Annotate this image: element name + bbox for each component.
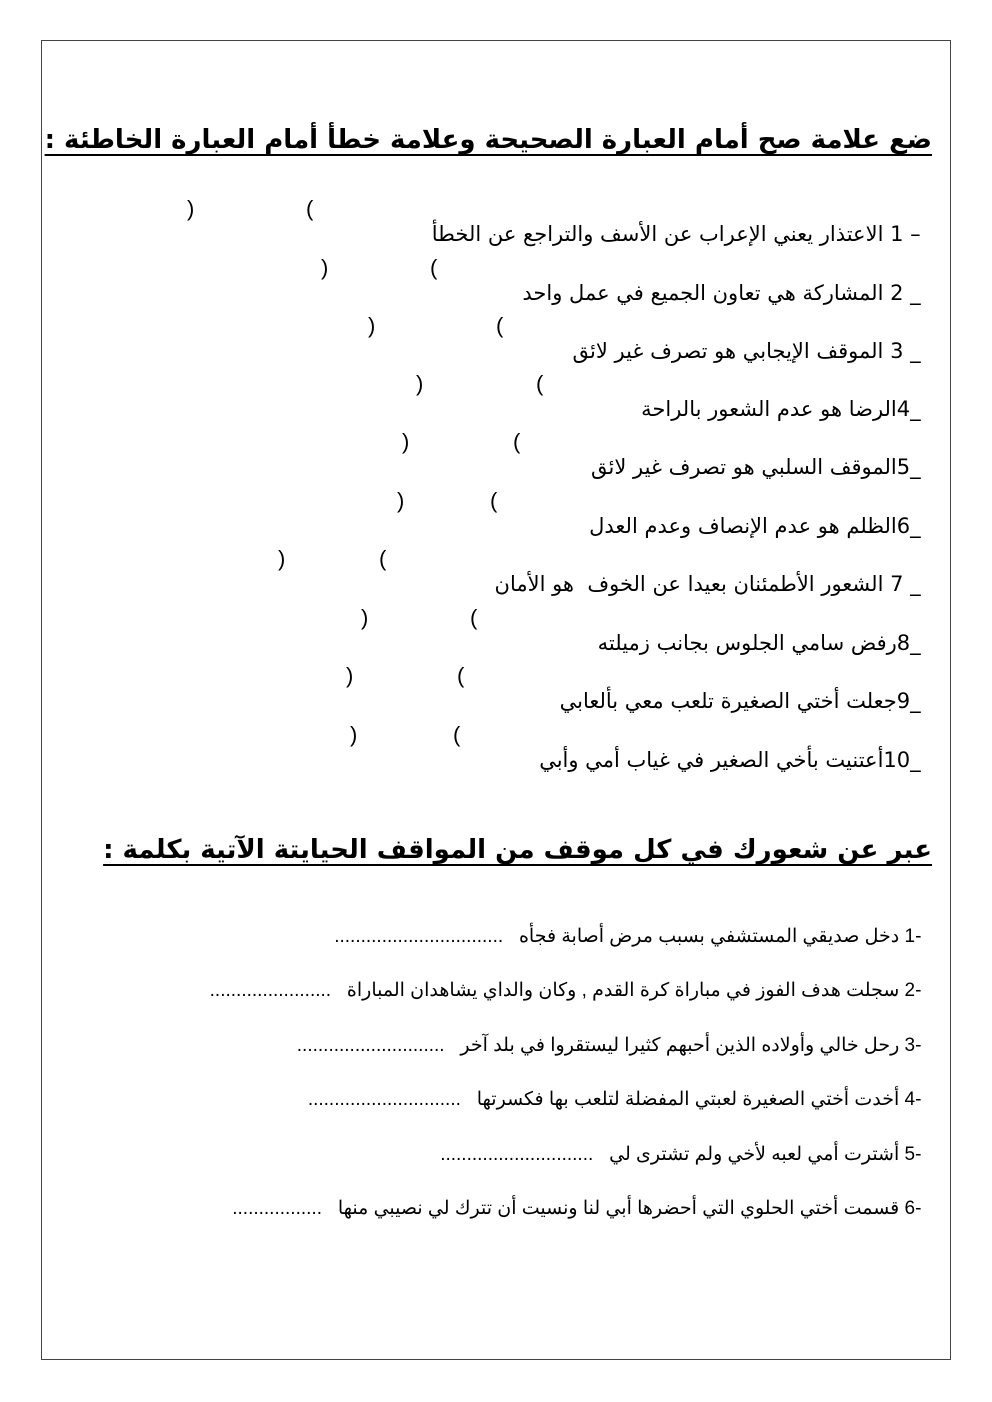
- statement-text: الظلم هو عدم الإنصاف وعدم العدل: [589, 514, 897, 538]
- statement-number: 6_: [896, 514, 921, 538]
- situation-4: [308, 1066, 932, 1111]
- statement-text: الموقف السلبي هو تصرف غير لائق: [591, 455, 897, 479]
- situation-text: قسمت أختي الحلوي التي أحضرها أبي لنا ونسيت أن تترك لي نصيبي منها: [337, 1198, 900, 1219]
- situation-text: أخدت أختي الصغيرة لعبتي المفضلة لتلعب بها فكسرتها: [476, 1089, 900, 1110]
- situation-text: سجلت هدف الفوز في مباراة كرة القدم , وكان والداي يشاهدان المباراة: [346, 980, 900, 1001]
- statement-number: 8_: [896, 631, 921, 655]
- situation-text: أشترت أمي لعبه لأخي ولم تشترى لي: [609, 1144, 900, 1165]
- situation-1: [334, 903, 932, 948]
- statement-2: [522, 257, 934, 305]
- statement-5: [591, 431, 934, 479]
- situation-2: [210, 957, 932, 1002]
- answer-paren-close: ): [416, 371, 424, 396]
- situation-number: 6-: [904, 1198, 922, 1219]
- situation-text: دخل صديقي المستشفي بسبب مرض أصابة فجأه: [518, 926, 900, 947]
- statement-number: 2 _: [890, 281, 921, 305]
- answer-paren-open: (: [536, 371, 544, 396]
- answer-paren-open: (: [306, 196, 314, 221]
- statement-text: الموقف الإيجابي هو تصرف غير لائق: [572, 339, 884, 363]
- answer-paren-close: ): [397, 488, 405, 513]
- statement-text: رفض سامي الجلوس بجانب زميلته: [597, 631, 897, 655]
- situation-number: 4-: [904, 1089, 922, 1110]
- answer-paren-close: ): [350, 722, 358, 747]
- answer-blank[interactable]: ................................: [334, 926, 504, 947]
- answer-blank[interactable]: .............................: [307, 1089, 461, 1110]
- statement-text: الاعتذار يعني الإعراب عن الأسف والتراجع عن الخطأ: [431, 222, 884, 246]
- statement-8: [597, 607, 934, 655]
- statement-text: أعتنيت بأخي الصغير في غياب أمي وأبي: [539, 748, 884, 772]
- answer-paren-close: ): [402, 429, 410, 454]
- answer-paren-close: ): [361, 605, 369, 630]
- statement-text: الرضا هو عدم الشعور بالراحة: [641, 397, 897, 421]
- section2-title: عبر عن شعورك في كل موقف من المواقف الحيايتة الآتية بكلمة :: [103, 835, 932, 865]
- answer-paren-open: (: [470, 605, 478, 630]
- section1-title: ضع علامة صح أمام العبارة الصحيحة وعلامة خطأ أمام العبارة الخاطئة :: [44, 125, 932, 155]
- situation-number: 5-: [904, 1144, 922, 1165]
- statement-number: 1 –: [890, 222, 921, 246]
- statement-number: 3 _: [890, 339, 921, 363]
- statement-number: 4_: [896, 397, 921, 421]
- statement-3: [572, 315, 934, 363]
- situation-text: رحل خالي وأولاده الذين أحبهم كثيرا ليستقروا في بلد آخر: [460, 1035, 900, 1056]
- statement-9: [559, 665, 934, 713]
- statement-number: 5_: [896, 455, 921, 479]
- answer-blank[interactable]: .................: [232, 1198, 322, 1219]
- situation-number: 3-: [904, 1035, 922, 1056]
- statement-7: [494, 548, 934, 596]
- statement-number: 7 _: [890, 572, 921, 596]
- answer-paren-close: ): [278, 546, 286, 571]
- answer-paren-open: (: [490, 488, 498, 513]
- answer-blank[interactable]: .......................: [209, 980, 332, 1001]
- statement-number: 10_: [883, 748, 921, 772]
- answer-paren-close: ): [321, 255, 329, 280]
- statement-text: المشاركة هي تعاون الجميع في عمل واحد: [522, 281, 884, 305]
- answer-paren-close: ): [187, 196, 195, 221]
- situation-number: 1-: [904, 926, 922, 947]
- answer-paren-open: (: [379, 546, 387, 571]
- statement-6: [589, 490, 934, 538]
- answer-blank[interactable]: ............................: [296, 1035, 445, 1056]
- statement-1: [431, 198, 934, 246]
- statement-10: [539, 724, 934, 772]
- answer-paren-open: (: [496, 313, 504, 338]
- answer-paren-close: ): [346, 663, 354, 688]
- statement-4: [641, 373, 934, 421]
- answer-paren-open: (: [430, 255, 438, 280]
- answer-blank[interactable]: .............................: [440, 1144, 594, 1165]
- situation-3: [297, 1012, 932, 1057]
- situation-number: 2-: [904, 980, 922, 1001]
- situation-6: [232, 1175, 932, 1220]
- statement-text: الشعور الأطمئنان بعيدا عن الخوف هو الأمان: [494, 572, 884, 596]
- answer-paren-open: (: [513, 429, 521, 454]
- answer-paren-open: (: [457, 663, 465, 688]
- statement-text: جعلت أختي الصغيرة تلعب معي بألعابي: [559, 689, 897, 713]
- answer-paren-close: ): [368, 313, 376, 338]
- statement-number: 9_: [896, 689, 921, 713]
- answer-paren-open: (: [453, 722, 461, 747]
- situation-5: [440, 1121, 932, 1166]
